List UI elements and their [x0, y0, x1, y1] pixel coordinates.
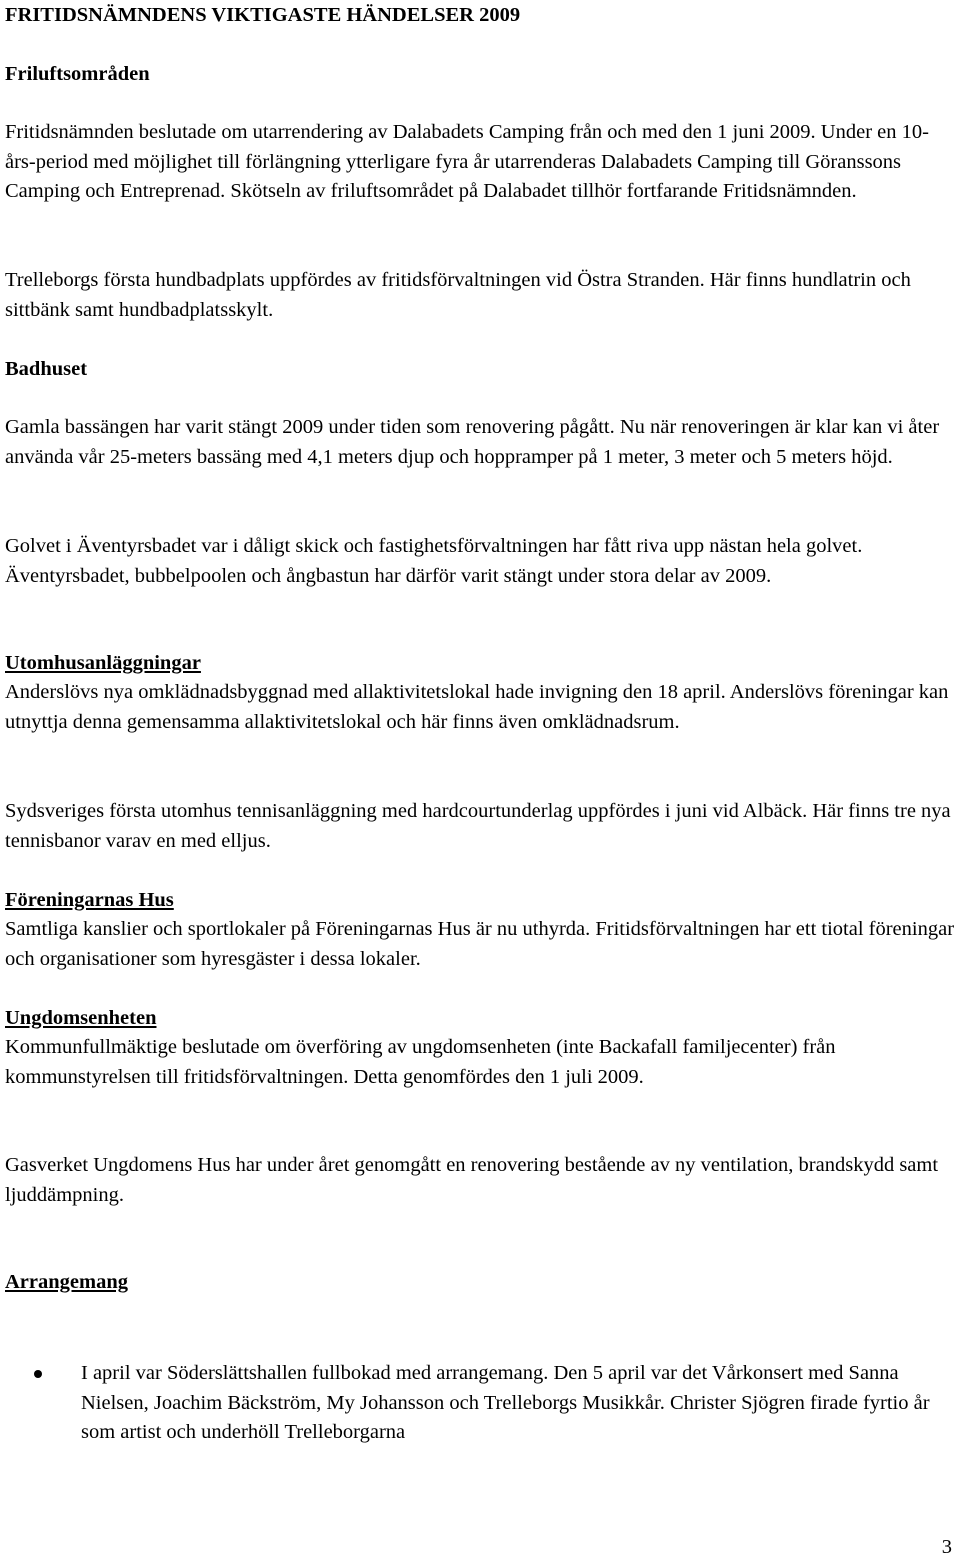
- bullet-icon: [34, 1370, 42, 1378]
- paragraph-bassangen: Gamla bassängen har varit stängt 2009 under tiden som renovering pågått. Nu när renoveringen är klar kan vi åter använda vår 25-meters bassäng med 4,1 meters djup och hoppramper på 1 meter, 3 meter och 5 meters höjd.: [5, 416, 940, 468]
- list-item-text: I april var Söderslättshallen fullbokad med arrangemang. Den 5 april var det Vårkonsert med Sanna Nielsen, Joachim Bäckström, My Johansson och Trelleborgs Musikkår. Christer Sjögren firade fyrtio år som artist och underhöll Trelleborgarna: [81, 1362, 930, 1443]
- heading-foreningarnas-hus: Föreningarnas Hus: [5, 889, 174, 911]
- heading-badhuset: Badhuset: [5, 358, 88, 380]
- heading-friluftsomraden: Friluftsområden: [5, 63, 150, 85]
- heading-arrangemang: Arrangemang: [5, 1271, 128, 1293]
- paragraph-hundbadplats: Trelleborgs första hundbadplats uppfördes av fritidsförvaltningen vid Östra Stranden. Här finns hundlatrin och sittbänk samt hundbadplatsskylt.: [5, 269, 911, 321]
- document-title: FRITIDSNÄMNDENS VIKTIGASTE HÄNDELSER 2009: [5, 4, 521, 26]
- paragraph-anderslov: Anderslövs nya omklädnadsbyggnad med allaktivitetslokal hade invigning den 18 april. Anderslövs föreningar kan utnyttja denna gemensamma allaktivitetslokal och här finns även omklädnadsrum.: [5, 681, 949, 733]
- list-item: [5, 1359, 955, 1448]
- bullet-list: [5, 1359, 955, 1448]
- paragraph-tennis: Sydsveriges första utomhus tennisanläggning med hardcourtunderlag uppfördes i juni vid Albäck. Här finns tre nya tennisbanor varav en med elljus.: [5, 800, 951, 852]
- paragraph-kanslier: Samtliga kanslier och sportlokaler på Föreningarnas Hus är nu uthyrda. Fritidsförvaltningen har ett tiotal föreningar och organisationer som hyresgäster i dessa lokaler.: [5, 918, 955, 970]
- paragraph-dalabadet: Fritidsnämnden beslutade om utarrendering av Dalabadets Camping från och med den 1 juni 2009. Under en 10-års-period med möjlighet till förlängning ytterligare fyra år utarrenderas Dalabadets Camping till Göranssons Camping och Entreprenad. Skötseln av friluftsområdet på Dalabadet tillhör fortfarande Fritidsnämnden.: [5, 121, 929, 202]
- heading-utomhusanlaggningar: Utomhusanläggningar: [5, 652, 201, 674]
- heading-ungdomsenheten: Ungdomsenheten: [5, 1007, 157, 1029]
- paragraph-kommunfullmaktige: Kommunfullmäktige beslutade om överföring av ungdomsenheten (inte Backafall familjecenter) från kommunstyrelsen till fritidsförvaltningen. Detta genomfördes den 1 juli 2009.: [5, 1036, 836, 1088]
- page-number: 3: [941, 1536, 952, 1558]
- paragraph-aventyrsbadet: Golvet i Äventyrsbadet var i dåligt skick och fastighetsförvaltningen har fått riva upp nästan hela golvet. Äventyrsbadet, bubbelpoolen och ångbastun har därför varit stängt under stora delar av 2009.: [5, 535, 863, 587]
- paragraph-gasverket: Gasverket Ungdomens Hus har under året genomgått en renovering bestående av ny ventilation, brandskydd samt ljuddämpning.: [5, 1154, 939, 1206]
